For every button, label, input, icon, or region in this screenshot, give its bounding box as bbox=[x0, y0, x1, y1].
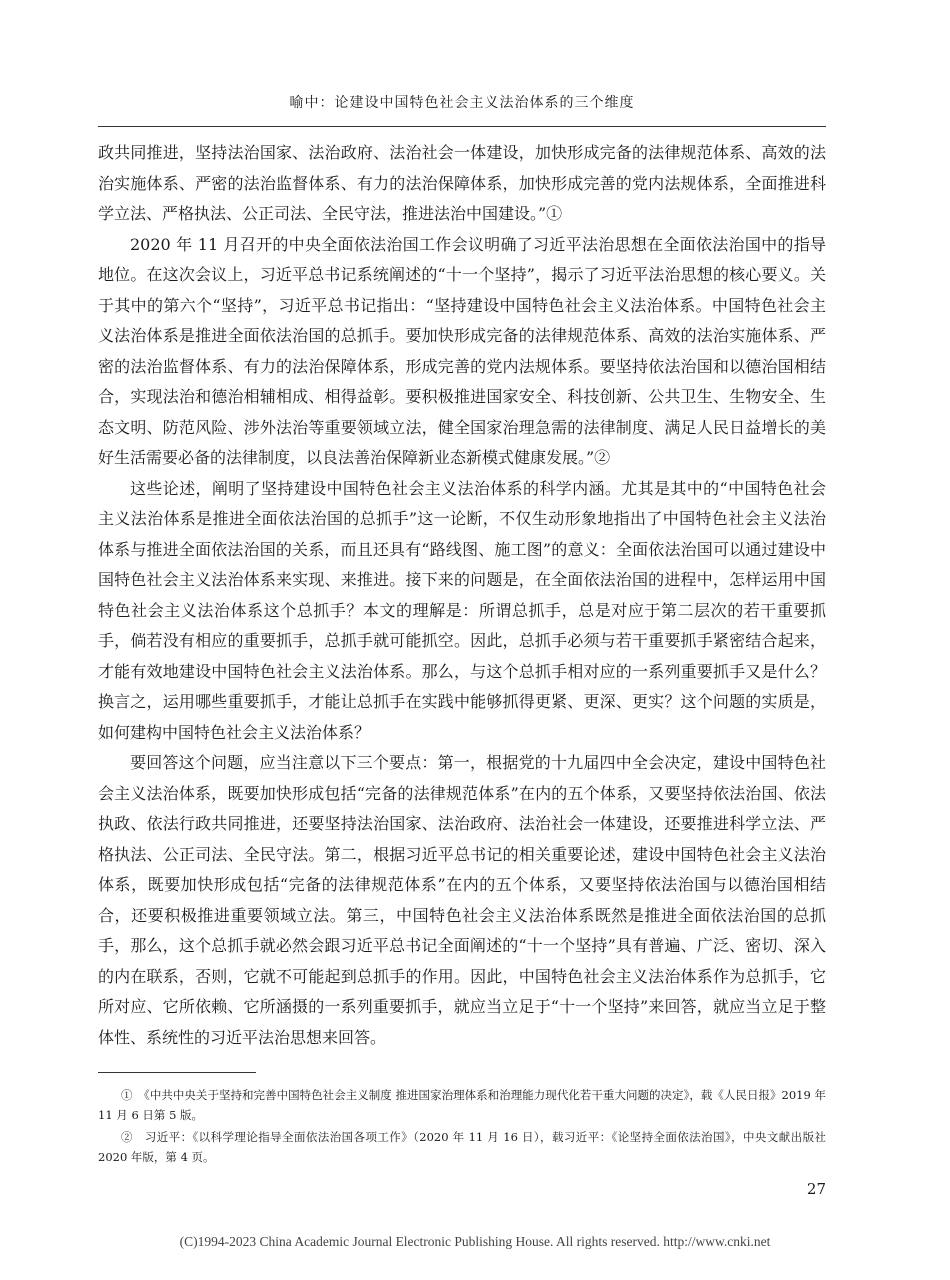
article-body bbox=[98, 138, 826, 1053]
paragraph: 2020 年 11 月召开的中央全面依法治国工作会议明确了习近平法治思想在全面依法治国中的指导地位。在这次会议上，习近平总书记系统阐述的“十一个坚持”，揭示了习近平法治思想的核心要义。关于其中的第六个“坚持”，习近平总书记指出：“坚持建设中国特色社会主义法治体系。中国特色社会主义法治体系是推进全面依法治国的总抓手。要加快形成完备的法律规范体系、高效的法治实施体系、严密的法治监督体系、有力的法治保障体系，形成完善的党内法规体系。要坚持依法治国和以德治国相结合，实现法治和德治相辅相成、相得益彰。要积极推进国家安全、科技创新、公共卫生、生物安全、生态文明、防范风险、涉外法治等重要领域立法，健全国家治理急需的法律制度、满足人民日益增长的美好生活需要必备的法律制度，以良法善治保障新业态新模式健康发展。”② bbox=[98, 234, 826, 467]
footnote-divider bbox=[98, 1072, 256, 1073]
footnote-1: ① 《中共中央关于坚持和完善中国特色社会主义制度 推进国家治理体系和治理能力现代化若干重大问题的决定》，载《人民日报》2019 年 11 月 6 日第 5 版。 bbox=[98, 1088, 826, 1122]
copyright-notice: (C)1994-2023 China Academic Journal Electronic Publishing House. All rights reserved. http://www.cnki.net bbox=[179, 1234, 771, 1249]
paragraph: 这些论述，阐明了坚持建设中国特色社会主义法治体系的科学内涵。尤其是其中的“中国特色社会主义法治体系是推进全面依法治国的总抓手”这一论断，不仅生动形象地指出了中国特色社会主义法治体系与推进全面依法治国的关系，而且还具有“路线图、施工图”的意义：全面依法治国可以通过建设中国特色社会主义法治体系来实现、来推进。接下来的问题是，在全面依法治国的进程中，怎样运用中国特色社会主义法治体系这个总抓手？本文的理解是：所谓总抓手，总是对应于第二层次的若干重要抓手，倘若没有相应的重要抓手，总抓手就可能抓空。因此，总抓手必须与若干重要抓手紧密结合起来，才能有效地建设中国特色社会主义法治体系。那么，与这个总抓手相对应的一系列重要抓手又是什么？换言之，运用哪些重要抓手，才能让总抓手在实践中能够抓得更紧、更深、更实？这个问题的实质是，如何建构中国特色社会主义法治体系？ bbox=[98, 478, 826, 742]
header-divider bbox=[98, 126, 826, 127]
footnotes bbox=[98, 1085, 826, 1169]
paragraph: 要回答这个问题，应当注意以下三个要点：第一，根据党的十九届四中全会决定，建设中国特色社会主义法治体系，既要加快形成包括“完备的法律规范体系”在内的五个体系，又要坚持依法治国、依法执政、依法行政共同推进，还要坚持法治国家、法治政府、法治社会一体建设，还要推进科学立法、严格执法、公正司法、全民守法。第二，根据习近平总书记的相关重要论述，建设中国特色社会主义法治体系，既要加快形成包括“完备的法律规范体系”在内的五个体系，又要坚持依法治国与以德治国相结合，还要积极推进重要领域立法。第三，中国特色社会主义法治体系既然是推进全面依法治国的总抓手，那么，这个总抓手就必然会跟习近平总书记全面阐述的“十一个坚持”具有普遍、广泛、密切、深入的内在联系，否则，它就不可能起到总抓手的作用。因此，中国特色社会主义法治体系作为总抓手，它所对应、它所依赖、它所涵摄的一系列重要抓手，就应当立足于“十一个坚持”来回答，就应当立足于整体性、系统性的习近平法治思想来回答。 bbox=[98, 753, 826, 1047]
footnote-2: ② 习近平：《以科学理论指导全面依法治国各项工作》（2020 年 11 月 16 日），载习近平：《论坚持全面依法治国》，中央文献出版社 2020 年版，第 4 页。 bbox=[98, 1130, 826, 1164]
running-header: 喻中：论建设中国特色社会主义法治体系的三个维度 bbox=[289, 95, 635, 111]
paragraph-continued: 政共同推进，坚持法治国家、法治政府、法治社会一体建设，加快形成完备的法律规范体系、高效的法治实施体系、严密的法治监督体系、有力的法治保障体系，加快形成完善的党内法规体系，全面推进科学立法、严格执法、公正司法、全民守法，推进法治中国建设。”① bbox=[98, 143, 826, 223]
page-number: 27 bbox=[806, 1180, 826, 1198]
